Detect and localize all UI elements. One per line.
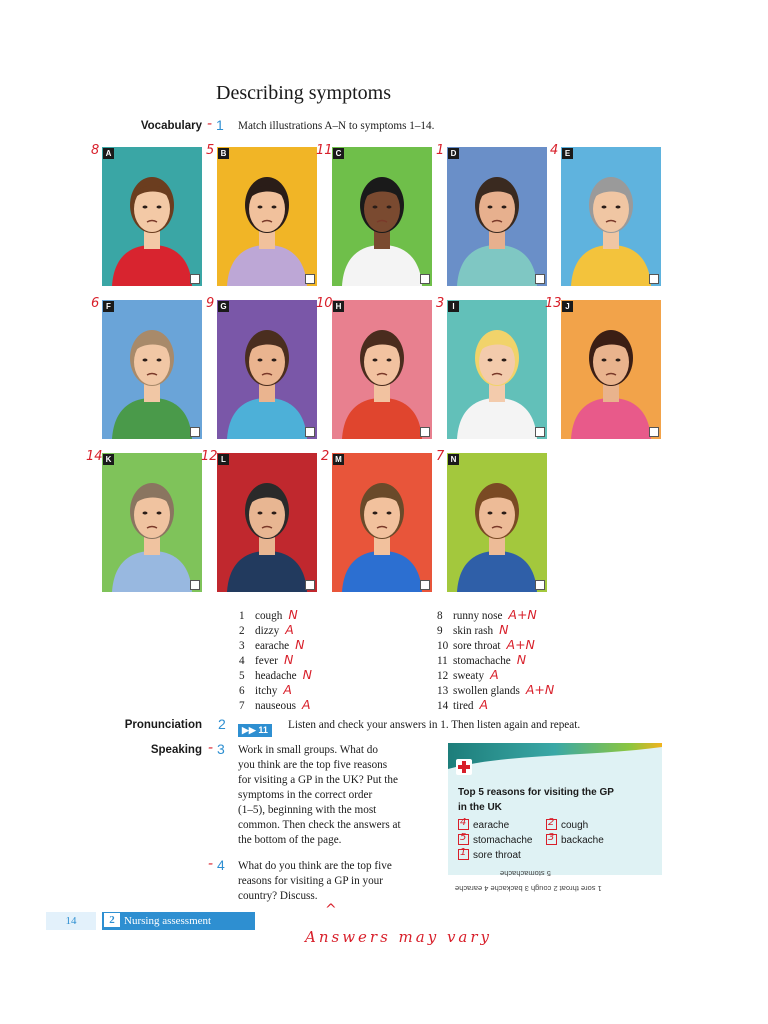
card-letter: B: [218, 148, 229, 159]
gp-item: 3 backache: [548, 832, 604, 846]
handwritten-answer: A+N: [506, 637, 535, 652]
answer-checkbox[interactable]: [190, 274, 200, 284]
symptom-number: 2: [239, 625, 245, 637]
illustration-card: [447, 300, 547, 439]
illustration-card: [102, 453, 202, 592]
answer-checkbox[interactable]: [190, 427, 200, 437]
pronunciation-instruction: Listen and check your answers in 1. Then listen again and repeat.: [288, 719, 581, 731]
symptom-number: 7: [239, 700, 245, 712]
illustration-card: [332, 453, 432, 592]
symptom-word: tired: [453, 700, 474, 712]
handwritten-answer: N: [302, 667, 312, 682]
text-line: you think are the top five reasons: [238, 759, 388, 771]
unit-number: 2: [104, 913, 120, 927]
symptom-item: [437, 682, 554, 697]
question4-number: 4: [217, 857, 225, 873]
symptom-number: 13: [437, 685, 449, 697]
card-letter: D: [448, 148, 459, 159]
illustration-card: [102, 147, 202, 286]
pronunciation-label: Pronunciation: [124, 719, 202, 731]
handwritten-answer: N: [288, 607, 298, 622]
text-line: common. Then check the answers at: [238, 819, 401, 831]
answer-checkbox[interactable]: [649, 427, 659, 437]
card-letter: F: [103, 301, 114, 312]
symptom-item: [239, 697, 311, 712]
symptom-word: stomachache: [453, 655, 511, 667]
symptom-number: 11: [437, 655, 448, 667]
play-icon: ▶▶: [242, 725, 256, 735]
text-line: (1–5), beginning with the most: [238, 804, 377, 816]
card-letter: G: [218, 301, 229, 312]
illustration-card: [561, 147, 661, 286]
answer-checkbox[interactable]: [535, 274, 545, 284]
speaking-label: Speaking: [150, 744, 202, 756]
text-line: for visiting a GP in the UK? Put the: [238, 774, 398, 786]
symptom-item: [239, 637, 305, 652]
handwritten-card-number: 8: [91, 143, 100, 158]
unit-title: Nursing assessment: [124, 915, 212, 927]
answer-checkbox[interactable]: [420, 580, 430, 590]
speaking-instruction: [238, 743, 438, 848]
symptom-word: dizzy: [255, 625, 280, 637]
illustration-card: [447, 453, 547, 592]
card-letter: M: [333, 454, 344, 465]
handwritten-answer: N: [295, 637, 305, 652]
symptom-item: [239, 667, 312, 682]
symptom-word: runny nose: [453, 610, 503, 622]
answer-checkbox[interactable]: [535, 427, 545, 437]
symptom-number: 9: [437, 625, 443, 637]
illustration-card: [102, 300, 202, 439]
handwritten-card-number: 10: [316, 296, 333, 311]
handwritten-card-number: 13: [545, 296, 562, 311]
symptom-item: [437, 607, 537, 622]
handwritten-answer: A: [302, 697, 311, 712]
unit-footer: [102, 912, 255, 930]
speaking-number: 3: [217, 741, 225, 757]
page-title: Describing symptoms: [216, 82, 391, 104]
handwritten-note: Answers may vary: [305, 928, 493, 946]
card-letter: E: [562, 148, 573, 159]
symptom-number: 5: [239, 670, 245, 682]
answer-checkbox[interactable]: [305, 427, 315, 437]
card-letter: C: [333, 148, 344, 159]
handwritten-card-number: 1: [436, 143, 445, 158]
gp-item: 2 cough: [548, 817, 589, 831]
symptom-item: [437, 697, 488, 712]
symptom-item: [239, 682, 292, 697]
gp-box-title: Top 5 reasons for visiting the GP in the UK: [458, 787, 614, 813]
handwritten-answer: A: [490, 667, 499, 682]
text-line: reasons for visiting a GP in your: [238, 875, 384, 887]
handwritten-answer: A: [479, 697, 489, 712]
text-line: Work in small groups. What do: [238, 744, 378, 756]
text-line: What do you think are the top five: [238, 860, 392, 872]
card-letter: N: [448, 454, 459, 465]
gp-item: 1 sore throat: [460, 847, 521, 861]
page-number: 14: [46, 912, 96, 930]
handwritten-card-number: 6: [91, 296, 100, 311]
symptom-item: [239, 652, 293, 667]
text-line: symptoms in the correct order: [238, 789, 373, 801]
vocabulary-label: Vocabulary: [140, 120, 202, 132]
vocabulary-instruction: Match illustrations A–N to symptoms 1–14.: [238, 120, 435, 132]
illustration-card: [217, 300, 317, 439]
card-letter: I: [448, 301, 459, 312]
audio-track-badge[interactable]: [238, 718, 272, 737]
illustration-card: [332, 147, 432, 286]
upside-down-answers-2: 5 stomachache: [500, 869, 551, 878]
card-letter: K: [103, 454, 114, 465]
symptom-word: swollen glands: [453, 685, 520, 697]
handwritten-answer: A+N: [525, 682, 555, 697]
handwritten-card-number: 2: [321, 449, 330, 464]
text-line: the bottom of the page.: [238, 834, 342, 846]
symptom-word: itchy: [255, 685, 278, 697]
symptom-number: 4: [239, 655, 245, 667]
answer-checkbox[interactable]: [649, 274, 659, 284]
gp-item: 4 earache: [460, 817, 510, 831]
handwritten-answer: N: [499, 622, 509, 637]
gp-reasons-box: [448, 743, 662, 875]
symptom-word: fever: [255, 655, 278, 667]
vocabulary-dash: -: [207, 116, 213, 132]
upside-down-answers-1: 1 sore throat 2 cough 3 backache 4 earache: [455, 884, 602, 893]
answer-checkbox[interactable]: [535, 580, 545, 590]
symptom-number: 1: [239, 610, 245, 622]
handwritten-answer: A: [283, 682, 292, 697]
text-line: country? Discuss.: [238, 890, 318, 902]
handwritten-card-number: 9: [206, 296, 215, 311]
handwritten-answer: N: [283, 652, 294, 667]
symptom-number: 14: [437, 700, 449, 712]
symptom-number: 8: [437, 610, 443, 622]
illustration-card: [217, 147, 317, 286]
card-letter: A: [103, 148, 114, 159]
symptom-word: sweaty: [453, 670, 485, 682]
vocabulary-number: 1: [216, 117, 224, 133]
handwritten-card-number: 5: [206, 143, 215, 158]
symptom-word: cough: [255, 610, 283, 622]
symptom-item: [437, 637, 535, 652]
handwritten-answer: A: [285, 622, 294, 637]
handwritten-answer: A+N: [508, 607, 537, 622]
gp-item: 5 stomachache: [460, 832, 533, 846]
symptom-item: [239, 622, 294, 637]
answer-checkbox[interactable]: [305, 580, 315, 590]
illustration-card: [447, 147, 547, 286]
question4-dash: -: [208, 856, 214, 872]
symptom-word: earache: [255, 640, 290, 652]
handwritten-card-number: 11: [316, 143, 333, 158]
card-letter: J: [562, 301, 573, 312]
answer-checkbox[interactable]: [420, 274, 430, 284]
symptom-number: 6: [239, 685, 245, 697]
symptom-item: [437, 622, 508, 637]
answer-checkbox[interactable]: [305, 274, 315, 284]
symptom-word: headache: [255, 670, 297, 682]
card-letter: L: [218, 454, 229, 465]
illustration-card: [561, 300, 661, 439]
answer-checkbox[interactable]: [420, 427, 430, 437]
red-cross-icon: [456, 759, 472, 775]
answer-checkbox[interactable]: [190, 580, 200, 590]
speaking-dash: -: [208, 740, 214, 756]
handwritten-answer: N: [516, 652, 527, 667]
pronunciation-number: 2: [218, 716, 226, 732]
symptom-number: 12: [437, 670, 449, 682]
handwritten-card-number: 7: [436, 449, 445, 464]
handwritten-card-number: 12: [201, 449, 218, 464]
symptom-number: 3: [239, 640, 245, 652]
symptom-item: [437, 667, 499, 682]
handwritten-caret: ^: [325, 902, 337, 918]
illustration-card: [217, 453, 317, 592]
handwritten-card-number: 4: [550, 143, 559, 158]
symptom-word: nauseous: [255, 700, 297, 712]
handwritten-card-number: 3: [436, 296, 445, 311]
symptom-number: 10: [437, 640, 449, 652]
audio-track-number: 11: [258, 725, 268, 735]
illustration-card: [332, 300, 432, 439]
symptom-item: [437, 652, 526, 667]
symptom-word: skin rash: [453, 625, 494, 637]
card-letter: H: [333, 301, 344, 312]
symptom-item: [239, 607, 298, 622]
gp-box-banner: [448, 743, 662, 783]
handwritten-card-number: 14: [86, 449, 103, 464]
symptom-word: sore throat: [453, 640, 501, 652]
question4-text: [238, 859, 438, 904]
